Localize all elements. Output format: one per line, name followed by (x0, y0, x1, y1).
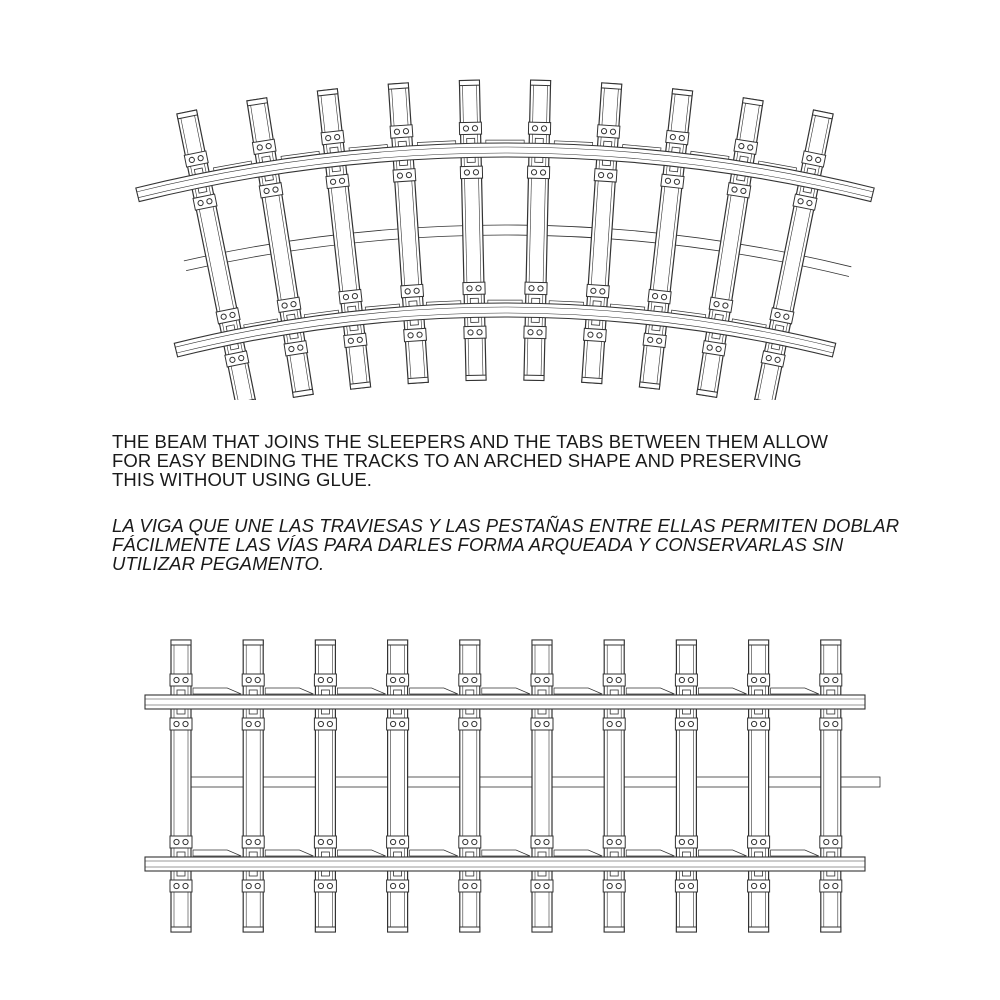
sleeper-1 (176, 110, 257, 400)
rail-chair (820, 836, 842, 848)
bending-tab (265, 850, 313, 856)
rail-chair (390, 125, 413, 138)
straight-track-drawing (0, 620, 1000, 950)
rail-2 (145, 857, 865, 871)
rail-chair (459, 836, 481, 848)
rail-chair (531, 674, 553, 686)
sleeper-end-cap (466, 375, 486, 380)
sleeper-2 (246, 98, 314, 398)
bending-tab (698, 688, 746, 694)
rail-chair (528, 122, 550, 134)
rail-chair (170, 880, 192, 892)
bending-tab (771, 688, 819, 694)
bending-tab (193, 850, 241, 856)
english-caption (112, 432, 962, 489)
rail-chair (603, 718, 625, 730)
rail-chair (463, 282, 485, 294)
rail-1 (136, 143, 874, 202)
rail-chair (584, 328, 607, 341)
rail-chair (675, 836, 697, 848)
rail-chair (603, 880, 625, 892)
spanish-caption-line-2: FÁCILMENTE LAS VÍAS PARA DARLES FORMA ARQUEADA Y CONSERVARLAS SIN (112, 534, 844, 555)
spanish-caption-line-1: LA VIGA QUE UNE LAS TRAVIESAS Y LAS PESTAÑAS ENTRE ELLAS PERMITEN DOBLAR (112, 515, 900, 536)
sleeper-10 (820, 640, 842, 932)
rail-chair (344, 333, 367, 347)
rail-chair (643, 333, 666, 347)
sleeper-end-cap (749, 927, 769, 932)
rail-chair (675, 880, 697, 892)
sleeper-end-cap (388, 640, 408, 645)
rail-chair (531, 718, 553, 730)
rail-chair (242, 880, 264, 892)
sleeper-end-cap (821, 927, 841, 932)
bending-tab (626, 688, 674, 694)
bending-tab (554, 688, 602, 694)
curved-track (136, 80, 874, 400)
rail-chair (666, 130, 689, 144)
sleeper-end-cap (676, 640, 696, 645)
sleeper-end-cap (315, 927, 335, 932)
english-caption-line-2: FOR EASY BENDING THE TRACKS TO AN ARCHED SHAPE AND PRESERVING (112, 450, 802, 471)
rail-chair (170, 718, 192, 730)
rail-chair (459, 718, 481, 730)
sleeper-9 (748, 640, 770, 932)
rail-chair (675, 674, 697, 686)
joining-beam (181, 777, 880, 787)
bending-tab (337, 850, 385, 856)
rail-1 (145, 695, 865, 709)
rail-chair (387, 674, 409, 686)
sleeper-1 (170, 640, 192, 932)
bending-tab (482, 850, 530, 856)
sleeper-8 (675, 640, 697, 932)
sleeper-end-cap (243, 640, 263, 645)
rail-chair (393, 169, 416, 182)
rail-chair (748, 880, 770, 892)
sleeper-2 (242, 640, 264, 932)
rail-chair (387, 718, 409, 730)
bending-tab (410, 850, 458, 856)
rail-chair (464, 326, 486, 338)
rail-chair (820, 880, 842, 892)
rail-chair (661, 174, 684, 188)
rail-chair (748, 718, 770, 730)
rail-2 (174, 303, 835, 357)
rail-chair (321, 130, 344, 144)
bending-tab (337, 688, 385, 694)
english-caption-line-3: THIS WITHOUT USING GLUE. (112, 469, 373, 490)
sleeper-7 (603, 640, 625, 932)
sleeper-end-cap (821, 640, 841, 645)
straight-track (145, 640, 880, 932)
sleeper-end-cap (408, 377, 428, 383)
sleeper-end-cap (532, 927, 552, 932)
sleeper-end-cap (604, 640, 624, 645)
rail-chair (387, 836, 409, 848)
sleeper-9 (696, 98, 764, 398)
rail-chair (314, 880, 336, 892)
sleeper-end-cap (315, 640, 335, 645)
rail-chair (242, 836, 264, 848)
rail-chair (242, 718, 264, 730)
rail-chair (170, 674, 192, 686)
bending-tab (698, 850, 746, 856)
sleeper-4 (387, 640, 409, 932)
sleeper-end-cap (749, 640, 769, 645)
bending-tab (626, 850, 674, 856)
bending-tab (265, 688, 313, 694)
rail-chair (326, 174, 349, 188)
rail-chair (525, 282, 547, 294)
bending-tab (193, 688, 241, 694)
rail-chair (527, 166, 549, 178)
sleeper-10 (753, 110, 834, 400)
rail-chair (404, 328, 427, 341)
english-caption-line-1: THE BEAM THAT JOINS THE SLEEPERS AND THE TABS BETWEEN THEM ALLOW (112, 431, 829, 452)
rail-chair (459, 674, 481, 686)
bending-tab (482, 688, 530, 694)
sleeper-3 (314, 640, 336, 932)
straight-track-diagram (0, 620, 1000, 950)
curved-track-diagram (0, 40, 1000, 400)
rail-chair (242, 674, 264, 686)
rail-chair (460, 166, 482, 178)
sleeper-end-cap (676, 927, 696, 932)
curved-track-drawing (0, 40, 1000, 400)
spanish-caption-line-3: UTILIZAR PEGAMENTO. (112, 553, 325, 574)
sleeper-end-cap (460, 640, 480, 645)
sleeper-end-cap (459, 80, 479, 85)
rail-chair (597, 125, 620, 138)
rail-chair (748, 674, 770, 686)
sleeper-end-cap (524, 375, 544, 380)
sleeper-6 (523, 80, 552, 380)
sleeper-4 (387, 83, 429, 384)
sleeper-end-cap (388, 927, 408, 932)
sleeper-5 (458, 80, 487, 380)
rail-chair (314, 674, 336, 686)
rail-chair (603, 836, 625, 848)
sleeper-end-cap (601, 83, 621, 89)
rail-chair (314, 836, 336, 848)
spanish-caption (112, 516, 962, 573)
rail-chair (314, 718, 336, 730)
sleeper-end-cap (243, 927, 263, 932)
sleeper-end-cap (530, 80, 550, 85)
sleeper-end-cap (582, 377, 602, 383)
rail-chair (401, 284, 424, 297)
sleeper-3 (316, 89, 371, 390)
rail-chair (586, 284, 609, 297)
rail-chair (675, 718, 697, 730)
rail-chair (387, 880, 409, 892)
rail-chair (820, 674, 842, 686)
rail-chair (648, 289, 671, 303)
sleeper-5 (459, 640, 481, 932)
rail-chair (603, 674, 625, 686)
rail-chair (531, 880, 553, 892)
sleeper-6 (531, 640, 553, 932)
sleeper-end-cap (604, 927, 624, 932)
bending-tab (771, 850, 819, 856)
sleeper-end-cap (460, 927, 480, 932)
rail-chair (170, 836, 192, 848)
sleeper-end-cap (171, 927, 191, 932)
bending-tab (410, 688, 458, 694)
bending-tab (554, 850, 602, 856)
rail-chair (531, 836, 553, 848)
rail-chair (820, 718, 842, 730)
rail-chair (459, 122, 481, 134)
sleeper-end-cap (532, 640, 552, 645)
sleeper-8 (638, 89, 693, 390)
rail-chair (339, 289, 362, 303)
rail-chair (524, 326, 546, 338)
sleeper-end-cap (388, 83, 408, 89)
rail-chair (459, 880, 481, 892)
rail-chair (748, 836, 770, 848)
rail-chair (594, 169, 617, 182)
sleeper-7 (581, 83, 623, 384)
sleeper-end-cap (171, 640, 191, 645)
